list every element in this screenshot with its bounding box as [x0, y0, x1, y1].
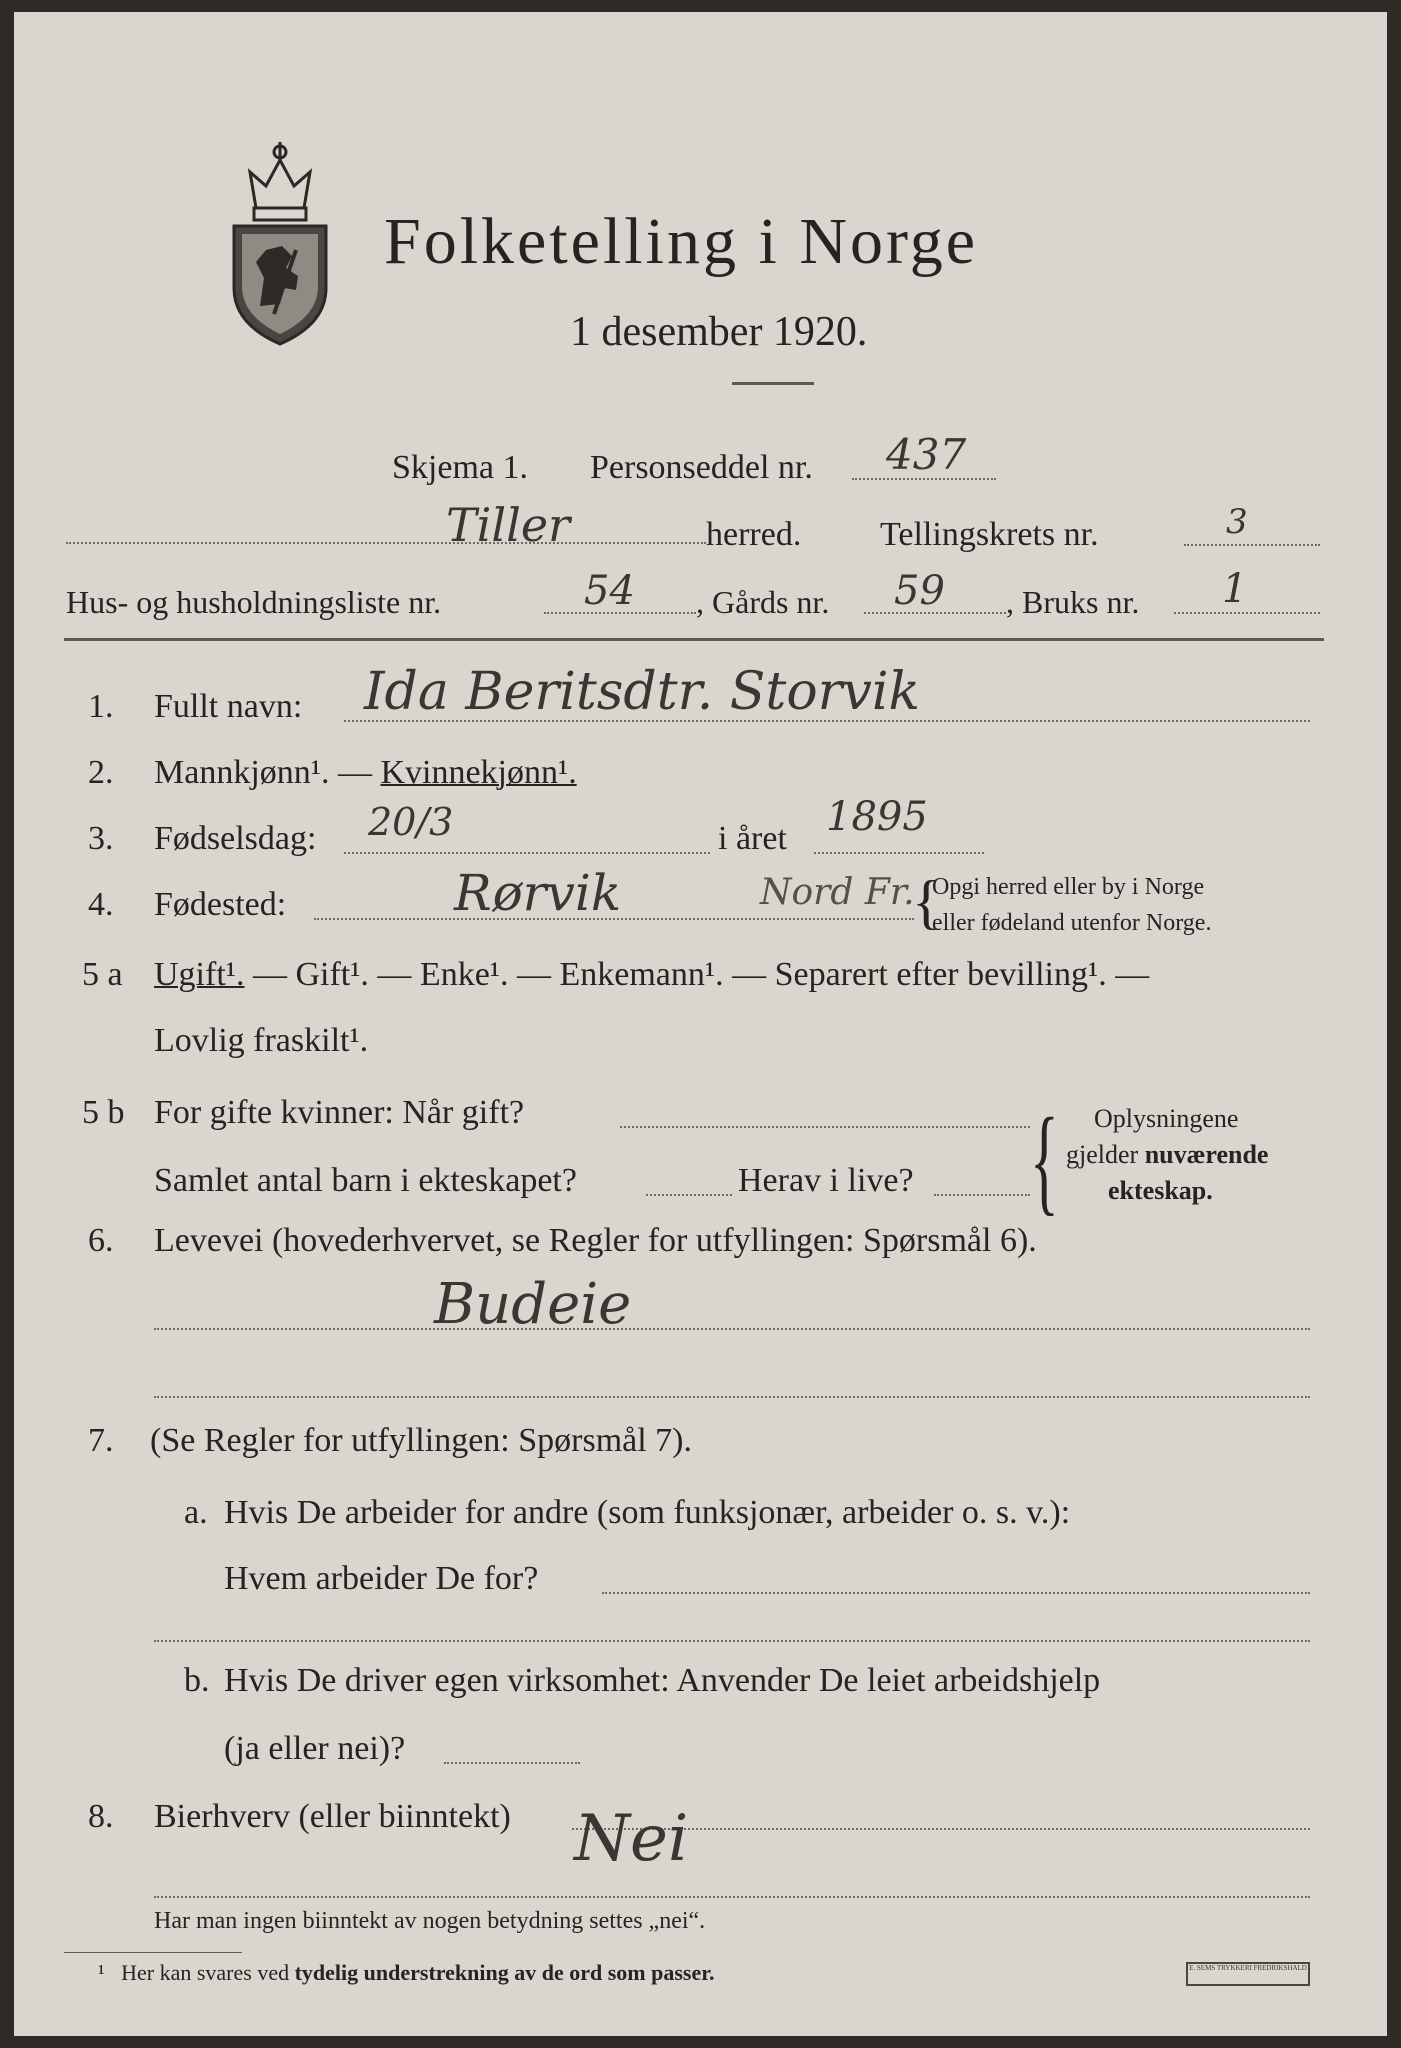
q5b-note2: gjelder nuværende — [1066, 1140, 1269, 1169]
q4-note-line1: Opgi herred eller by i Norge — [932, 874, 1205, 900]
q7-number: 7. — [88, 1422, 114, 1459]
printer-stamp: E. SEMS TRYKKERI FREDRIKSHALD — [1186, 1962, 1310, 1986]
bruks-number[interactable]: 1 — [1222, 566, 1248, 612]
q5b-number: 5 b — [82, 1094, 125, 1131]
q3-label: Fødselsdag: — [154, 820, 317, 857]
q4-label: Fødested: — [154, 886, 287, 923]
tellingskrets-field-line — [1184, 544, 1320, 546]
q2-option-kvinne[interactable]: Kvinnekjønn¹. — [380, 754, 577, 791]
q5b-note1: Oplysningene — [1094, 1104, 1239, 1133]
q5b-married-line — [620, 1126, 1030, 1128]
personseddel-label: Personseddel nr. — [590, 449, 813, 486]
header-rule — [64, 638, 1324, 641]
q5a-number: 5 a — [82, 956, 123, 993]
q6-field-line1 — [154, 1328, 1310, 1330]
gards-number[interactable]: 59 — [894, 568, 945, 614]
q3-year-label: i året — [718, 820, 787, 857]
q7-label: (Se Regler for utfyllingen: Spørsmål 7). — [150, 1422, 693, 1459]
q5b-label3: Herav i live? — [738, 1162, 914, 1199]
q1-number: 1. — [88, 688, 114, 725]
coat-of-arms-icon — [226, 138, 334, 348]
q6-label: Levevei (hovederhvervet, se Regler for utfyllingen: Spørsmål 6). — [154, 1222, 1037, 1259]
q5b-alive-line — [934, 1194, 1030, 1196]
q5a-other-options[interactable]: — Gift¹. — Enke¹. — Enkemann¹. — Separert efter bevilling¹. — — [244, 956, 1150, 993]
q7a-field-line2 — [154, 1640, 1310, 1642]
q7b-field-line — [444, 1762, 580, 1764]
q6-occupation[interactable]: Budeie — [434, 1272, 632, 1337]
q4-birthplace[interactable]: Rørvik — [454, 864, 622, 922]
q1-label: Fullt navn: — [154, 688, 303, 725]
q2-number: 2. — [88, 754, 114, 791]
q5b-label1: For gifte kvinner: Når gift? — [154, 1094, 525, 1131]
q6-number: 6. — [88, 1222, 114, 1259]
q4-note-line2: eller fødeland utenfor Norge. — [932, 910, 1212, 936]
q6-field-line2 — [154, 1396, 1310, 1398]
q5a-options — [154, 956, 1149, 994]
q4-number: 4. — [88, 886, 114, 923]
q3-birth-year[interactable]: 1895 — [826, 794, 928, 840]
bruks-field-line — [1174, 612, 1320, 614]
q5b-note-brace: { — [1030, 1093, 1059, 1226]
tellingskrets-number[interactable]: 3 — [1226, 502, 1248, 542]
tellingskrets-label: Tellingskrets nr. — [880, 516, 1099, 553]
q7a-line2: Hvem arbeider De for? — [224, 1560, 539, 1597]
form-title: Folketelling i Norge — [384, 205, 979, 278]
title-rule — [732, 382, 814, 385]
q7a-field-line1 — [602, 1592, 1310, 1594]
q5b-label2: Samlet antal barn i ekteskapet? — [154, 1162, 577, 1199]
q5b-note3: ekteskap. — [1108, 1176, 1213, 1205]
q2-option-mann[interactable]: Mannkjønn¹. — [154, 754, 330, 791]
q5a-option-ugift[interactable]: Ugift¹. — [154, 956, 245, 993]
q7b-letter: b. — [184, 1662, 210, 1699]
skjema-label: Skjema 1. — [392, 449, 528, 486]
footnote: ¹ Her kan svares ved tydelig understrekning av de ord som passer. — [98, 1960, 715, 1985]
gards-label: , Gårds nr. — [696, 584, 830, 620]
q4-note-brace: { — [912, 869, 941, 935]
q3-birth-date[interactable]: 20/3 — [368, 800, 454, 844]
q2-options: Mannkjønn¹. — Kvinnekjønn¹. — [154, 754, 577, 791]
census-form — [14, 12, 1387, 2036]
footer-instruction: Har man ingen biinntekt av nogen betydning settes „nei“. — [154, 1908, 706, 1934]
q1-full-name[interactable]: Ida Beritsdtr. Storvik — [364, 662, 921, 722]
q8-label: Bierhverv (eller biinntekt) — [154, 1798, 511, 1835]
census-date: 1 desember 1920. — [570, 309, 868, 355]
herred-value[interactable]: Tiller — [446, 498, 571, 552]
q5a-line2[interactable]: Lovlig fraskilt¹. — [154, 1022, 369, 1059]
personseddel-number[interactable]: 437 — [886, 430, 967, 479]
herred-label: herred. — [706, 516, 802, 553]
q3-number: 3. — [88, 820, 114, 857]
q7b-line2: (ja eller nei)? — [224, 1730, 406, 1767]
q3-year-line — [814, 852, 984, 854]
hus-label: Hus- og husholdningsliste nr. — [66, 584, 442, 620]
q7b-line1: Hvis De driver egen virksomhet: Anvender De leiet arbeidshjelp — [224, 1662, 1101, 1699]
q8-field-line2 — [154, 1896, 1310, 1898]
footnote-rule — [64, 1952, 242, 1953]
herred-field-line — [66, 542, 706, 544]
footnote-mark: ¹ — [98, 1960, 105, 1985]
q8-secondary-income[interactable]: Nei — [574, 1802, 689, 1876]
hus-number[interactable]: 54 — [584, 568, 635, 614]
q5b-children-line — [646, 1194, 732, 1196]
q7a-letter: a. — [184, 1494, 208, 1531]
q3-date-line — [344, 852, 710, 854]
q7a-line1: Hvis De arbeider for andre (som funksjonær, arbeider o. s. v.): — [224, 1494, 1071, 1531]
bruks-label: , Bruks nr. — [1006, 584, 1140, 620]
q8-number: 8. — [88, 1798, 114, 1835]
q4-birthplace-county[interactable]: Nord Fr. — [760, 872, 915, 913]
